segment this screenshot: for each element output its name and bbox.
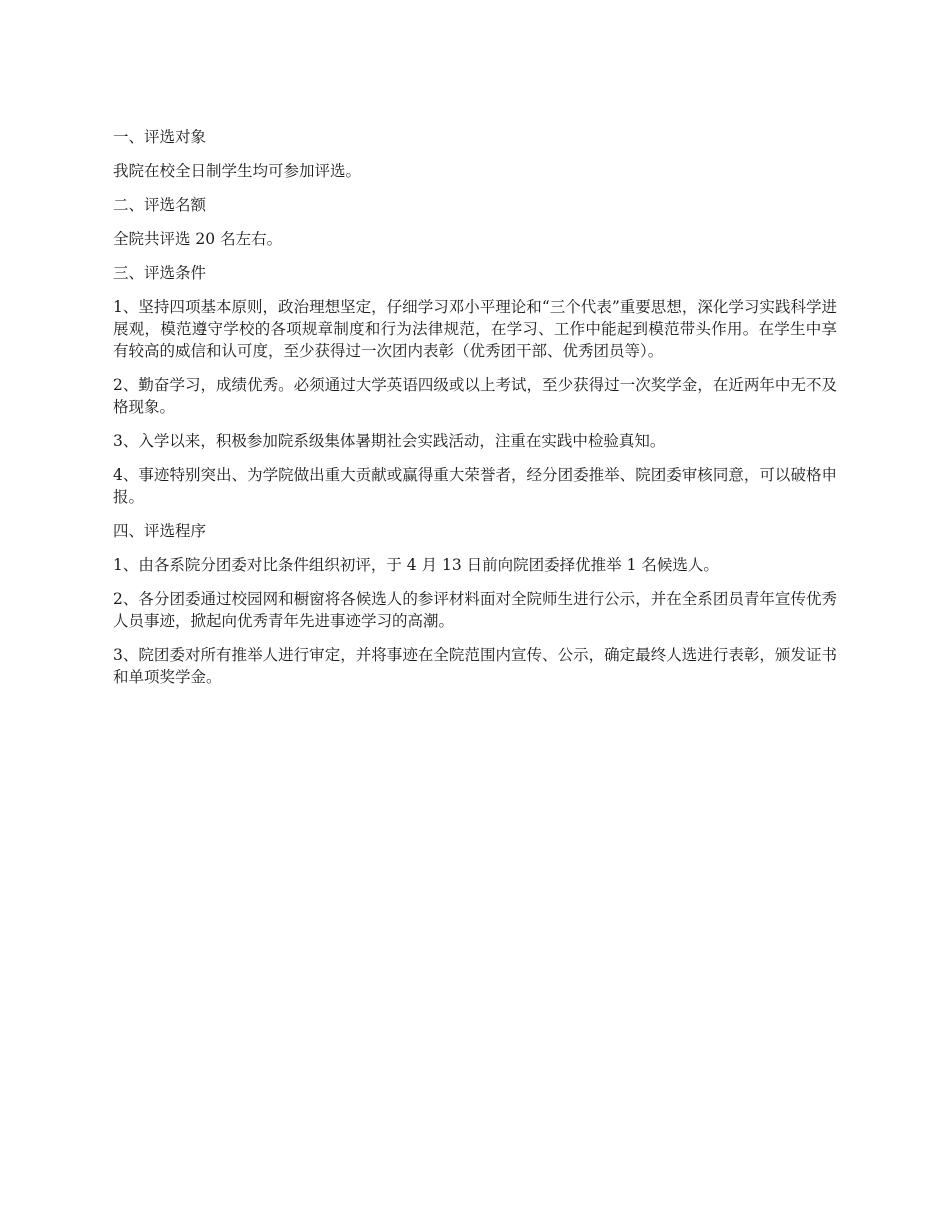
condition-item-2: 2、勤奋学习，成绩优秀。必须通过大学英语四级或以上考试，至少获得过一次奖学金，在近两年中无不及格现象。: [113, 376, 837, 416]
section-heading-conditions: 三、评选条件: [113, 264, 207, 282]
document-body: [113, 126, 837, 700]
procedure-item-2: 2、各分团委通过校园网和橱窗将各候选人的参评材料面对全院师生进行公示，并在全系团员青年宣传优秀人员事迹，掀起向优秀青年先进事迹学习的高潮。: [113, 590, 837, 630]
procedure-item-1: 1、由各系院分团委对比条件组织初评，于 4 月 13 日前向院团委择优推举 1 名候选人。: [113, 556, 719, 574]
section-heading-quota: 二、评选名额: [113, 196, 207, 214]
condition-item-3: 3、入学以来，积极参加院系级集体暑期社会实践活动，注重在实践中检验真知。: [113, 432, 666, 450]
condition-item-1: 1、坚持四项基本原则，政治理想坚定，仔细学习邓小平理论和“三个代表”重要思想，深化学习实践科学进展观，模范遵守学校的各项规章制度和行为法律规范，在学习、工作中能起到模范带头作用。在学生中享有较高的威信和认可度，至少获得过一次团内表彰（优秀团干部、优秀团员等）。: [113, 298, 837, 360]
procedure-item-3: 3、院团委对所有推举人进行审定，并将事迹在全院范围内宣传、公示，确定最终人选进行表彰，颁发证书和单项奖学金。: [113, 646, 837, 686]
paragraph-quota-text: 全院共评选 20 名左右。: [113, 230, 283, 248]
section-heading-target: 一、评选对象: [113, 128, 207, 146]
section-heading-procedure: 四、评选程序: [113, 522, 207, 540]
condition-item-4: 4、事迹特别突出、为学院做出重大贡献或赢得重大荣誉者，经分团委推举、院团委审核同意，可以破格申报。: [113, 466, 837, 506]
paragraph-target-text: 我院在校全日制学生均可参加评选。: [113, 162, 362, 180]
